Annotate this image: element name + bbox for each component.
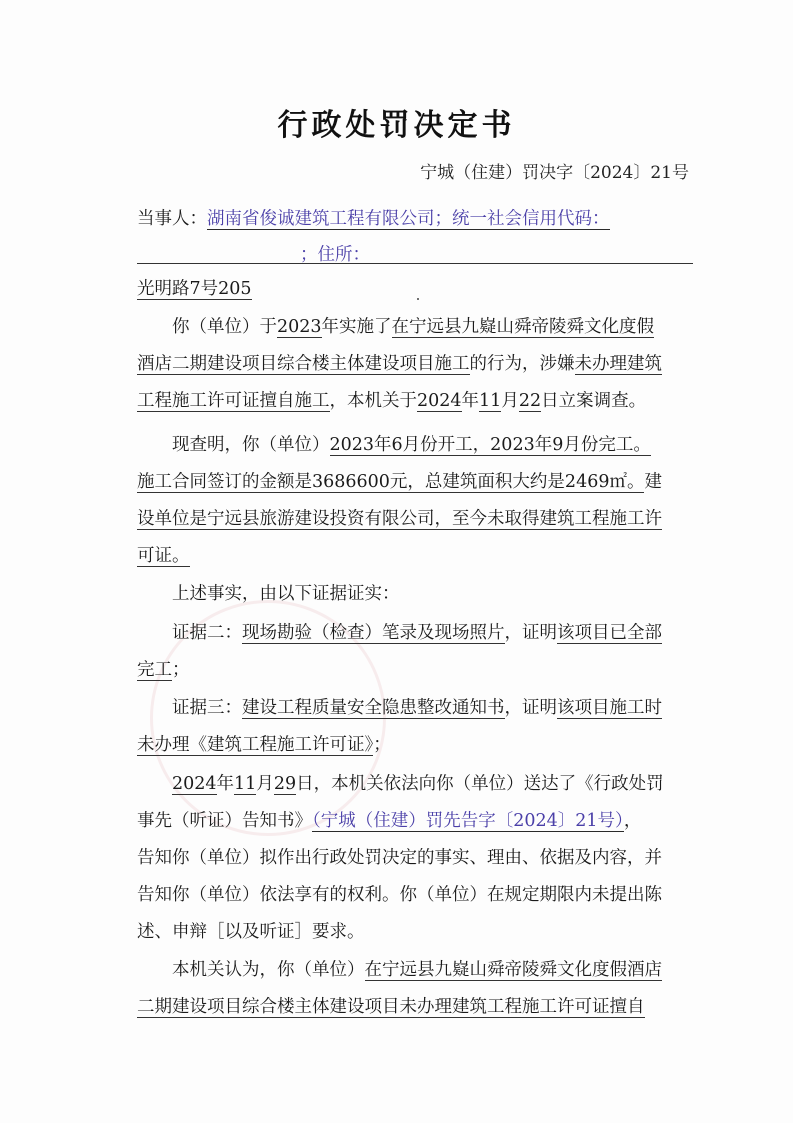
year: 2023 bbox=[277, 317, 322, 337]
day: 29 bbox=[273, 774, 297, 794]
text: ； bbox=[172, 660, 190, 680]
text: 年 bbox=[461, 391, 480, 411]
month: 11 bbox=[234, 774, 257, 794]
evidence-proof: 未办理《建筑工程施工许可证》 bbox=[137, 735, 374, 755]
evidence: 现场勘验（检查）笔录及现场照片 bbox=[242, 623, 505, 643]
p2-line2 bbox=[137, 469, 662, 495]
p4-line2 bbox=[137, 808, 641, 834]
project-name: 酒店二期建设项目综合楼主体建设项目施工 bbox=[137, 354, 470, 374]
day: 22 bbox=[518, 391, 542, 411]
text: ，证明 bbox=[504, 698, 557, 718]
fact: 可证。 bbox=[137, 546, 190, 566]
violation: 工程施工许可证擅自施工 bbox=[137, 391, 330, 411]
text: 日，本机关依法向你（单位）送达了《行政处罚 bbox=[296, 774, 664, 794]
p5-line1 bbox=[172, 957, 662, 983]
text: 述、申辩［以及听证］要求。 bbox=[137, 922, 365, 942]
document-number: 宁城（住建）罚决字〔2024〕21号 bbox=[420, 163, 689, 183]
notice-number: （宁城（住建）罚先告字〔2024〕21号） bbox=[312, 811, 624, 831]
text: 上述事实，由以下证据证实： bbox=[172, 584, 400, 604]
text: 你（单位）于 bbox=[172, 317, 277, 337]
text: 证据二： bbox=[172, 623, 242, 643]
address-line bbox=[137, 276, 252, 302]
text: 月 bbox=[256, 774, 274, 794]
project-name: 在宁远县九嶷山舜帝陵舜文化度假 bbox=[391, 317, 655, 337]
party-line bbox=[137, 206, 610, 232]
evidence-3-line2 bbox=[137, 732, 391, 758]
fact: 施工合同签订的金额是3686600元，总建筑面积大约是2469㎡。 bbox=[137, 472, 645, 492]
evidence: 建设工程质量安全隐患整改通知书 bbox=[242, 698, 505, 718]
document-title: 行政处罚决定书 bbox=[277, 108, 516, 143]
evidence-proof: 完工 bbox=[137, 660, 172, 680]
project-name: 在宁远县九嶷山舜帝陵舜文化度假酒店 bbox=[364, 960, 662, 980]
text: ，本机关于 bbox=[329, 391, 417, 411]
year: 2024 bbox=[172, 774, 217, 794]
p2-line1 bbox=[172, 432, 651, 458]
p5-line2 bbox=[137, 994, 645, 1020]
text: 的行为，涉嫌 bbox=[469, 354, 575, 374]
p4-line1 bbox=[172, 771, 664, 797]
evidence-2-line2 bbox=[137, 657, 190, 683]
text: ，证明 bbox=[504, 623, 557, 643]
party-label: 当事人： bbox=[137, 209, 207, 229]
address-label: ；住所： bbox=[300, 245, 370, 265]
party-name: 湖南省俊诚建筑工程有限公司；统一社会信用代码： bbox=[207, 209, 610, 229]
evidence-2-line1 bbox=[172, 620, 662, 646]
year: 2024 bbox=[417, 391, 462, 411]
text: 事先（听证）告知书》 bbox=[137, 811, 312, 831]
text: 告知你（单位）拟作出行政处罚决定的事实、理由、依据及内容，并 bbox=[137, 848, 662, 868]
evidence-proof: 该项目已全部 bbox=[557, 623, 662, 643]
text: 年 bbox=[216, 774, 235, 794]
address: 光明路7号205 bbox=[137, 279, 252, 299]
speck bbox=[417, 298, 419, 300]
evidence-proof: 该项目施工时 bbox=[557, 698, 662, 718]
text: 日立案调查。 bbox=[541, 391, 647, 411]
fact: 2023年6月份开工，2023年9月份完工。 bbox=[329, 435, 651, 455]
month: 11 bbox=[479, 391, 502, 411]
text: 证据三： bbox=[172, 698, 242, 718]
p4-line5 bbox=[137, 919, 365, 945]
text: ； bbox=[373, 735, 391, 755]
evidence-3-line1 bbox=[172, 695, 662, 721]
text: ， bbox=[623, 811, 642, 831]
p1-line1 bbox=[172, 314, 654, 340]
fact: 设单位是宁远县旅游建设投资有限公司，至今未取得建筑工程施工许 bbox=[137, 509, 662, 529]
text: 本机关认为，你（单位） bbox=[172, 960, 365, 980]
redacted-line bbox=[137, 263, 693, 264]
text: 现查明，你（单位） bbox=[172, 435, 330, 455]
p4-line4 bbox=[137, 882, 662, 908]
violation: 未办理建筑 bbox=[574, 354, 662, 374]
violation: 二期建设项目综合楼主体建设项目未办理建筑工程施工许可证擅自 bbox=[137, 997, 645, 1017]
p1-line2 bbox=[137, 351, 662, 377]
p4-line3 bbox=[137, 845, 662, 871]
p2-line3 bbox=[137, 506, 662, 532]
p1-line3 bbox=[137, 388, 646, 414]
p3-line bbox=[172, 581, 400, 607]
text: 建 bbox=[644, 472, 662, 492]
p2-line4 bbox=[137, 543, 190, 569]
text: 年实施了 bbox=[321, 317, 392, 337]
text: 告知你（单位）依法享有的权利。你（单位）在规定期限内未提出陈 bbox=[137, 885, 662, 905]
address-label-line bbox=[300, 242, 370, 268]
text: 月 bbox=[501, 391, 519, 411]
